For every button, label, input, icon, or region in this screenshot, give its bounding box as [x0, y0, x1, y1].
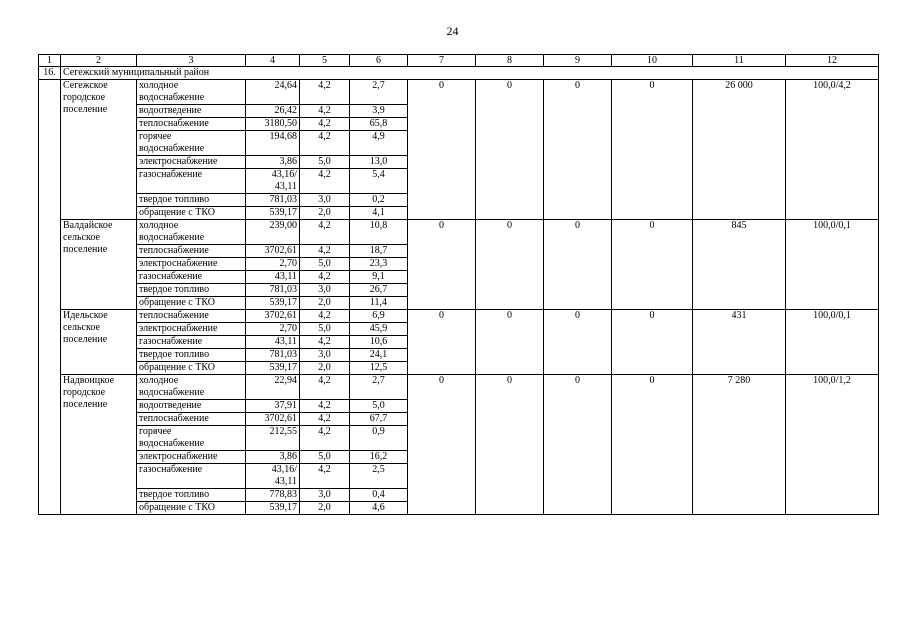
service-name: теплоснабжение: [137, 118, 246, 131]
share-value: 2,7: [350, 80, 408, 105]
growth-index: 5,0: [300, 451, 350, 464]
growth-index: 4,2: [300, 464, 350, 489]
share-value: 4,9: [350, 131, 408, 156]
settlement-name: Надвоицкое городское поселение: [61, 375, 137, 515]
table-row: [39, 375, 879, 400]
column-number-5: 5: [300, 55, 350, 67]
tariff-value: 781,03: [246, 284, 300, 297]
share-value: 10,6: [350, 336, 408, 349]
growth-index: 3,0: [300, 194, 350, 207]
service-name: холодное водоснабжение: [137, 220, 246, 245]
group-c9: 0: [544, 80, 612, 220]
growth-index: 4,2: [300, 336, 350, 349]
group-c12: 100,0/0,1: [786, 220, 879, 310]
share-value: 0,4: [350, 489, 408, 502]
share-value: 0,2: [350, 194, 408, 207]
service-name: твердое топливо: [137, 489, 246, 502]
service-name: водоотведение: [137, 105, 246, 118]
service-name: электроснабжение: [137, 323, 246, 336]
growth-index: 4,2: [300, 169, 350, 194]
settlement-name: Валдайское сельское поселение: [61, 220, 137, 310]
tariff-value: 43,16/ 43,11: [246, 464, 300, 489]
group-c9: 0: [544, 220, 612, 310]
growth-index: 4,2: [300, 131, 350, 156]
share-value: 45,9: [350, 323, 408, 336]
growth-index: 5,0: [300, 156, 350, 169]
service-name: холодное водоснабжение: [137, 80, 246, 105]
growth-index: 4,2: [300, 220, 350, 245]
growth-index: 3,0: [300, 284, 350, 297]
group-c11: 845: [693, 220, 786, 310]
share-value: 67,7: [350, 413, 408, 426]
share-value: 2,5: [350, 464, 408, 489]
growth-index: 4,2: [300, 375, 350, 400]
region-number: 16.: [39, 67, 61, 80]
service-name: обращение с ТКО: [137, 297, 246, 310]
growth-index: 4,2: [300, 105, 350, 118]
growth-index: 5,0: [300, 258, 350, 271]
share-value: 4,1: [350, 207, 408, 220]
column-number-2: 2: [61, 55, 137, 67]
tariff-value: 781,03: [246, 349, 300, 362]
growth-index: 3,0: [300, 349, 350, 362]
growth-index: 4,2: [300, 310, 350, 323]
share-value: 9,1: [350, 271, 408, 284]
service-name: холодное водоснабжение: [137, 375, 246, 400]
service-name: обращение с ТКО: [137, 362, 246, 375]
tariff-value: 778,83: [246, 489, 300, 502]
group-c10: 0: [612, 375, 693, 515]
tariff-value: 3,86: [246, 156, 300, 169]
share-value: 5,4: [350, 169, 408, 194]
group-c10: 0: [612, 310, 693, 375]
tariff-value: 43,11: [246, 271, 300, 284]
group-c7: 0: [408, 310, 476, 375]
service-name: электроснабжение: [137, 156, 246, 169]
service-name: горячее водоснабжение: [137, 131, 246, 156]
share-value: 5,0: [350, 400, 408, 413]
service-name: электроснабжение: [137, 451, 246, 464]
group-c9: 0: [544, 375, 612, 515]
tariff-value: 212,55: [246, 426, 300, 451]
share-value: 2,7: [350, 375, 408, 400]
growth-index: 4,2: [300, 426, 350, 451]
group-c7: 0: [408, 80, 476, 220]
growth-index: 2,0: [300, 502, 350, 515]
group-c8: 0: [476, 80, 544, 220]
tariff-value: 3702,61: [246, 310, 300, 323]
tariff-value: 3,86: [246, 451, 300, 464]
share-value: 24,1: [350, 349, 408, 362]
group-c12: 100,0/4,2: [786, 80, 879, 220]
tariff-value: 539,17: [246, 362, 300, 375]
growth-index: 4,2: [300, 400, 350, 413]
tariff-value: 43,16/ 43,11: [246, 169, 300, 194]
service-name: теплоснабжение: [137, 310, 246, 323]
service-name: водоотведение: [137, 400, 246, 413]
tariff-value: 2,70: [246, 258, 300, 271]
service-name: обращение с ТКО: [137, 207, 246, 220]
group-c12: 100,0/0,1: [786, 310, 879, 375]
table-row: [39, 310, 879, 323]
region-number-spacer: [39, 80, 61, 515]
tariff-value: 24,64: [246, 80, 300, 105]
growth-index: 3,0: [300, 489, 350, 502]
group-c11: 431: [693, 310, 786, 375]
service-name: газоснабжение: [137, 464, 246, 489]
tariff-value: 3702,61: [246, 413, 300, 426]
share-value: 26,7: [350, 284, 408, 297]
growth-index: 2,0: [300, 362, 350, 375]
service-name: теплоснабжение: [137, 413, 246, 426]
share-value: 0,9: [350, 426, 408, 451]
region-name: Сегежский муниципальный район: [61, 67, 879, 80]
group-c10: 0: [612, 80, 693, 220]
share-value: 16,2: [350, 451, 408, 464]
settlement-name: Сегежское городское поселение: [61, 80, 137, 220]
settlement-name: Идельское сельское поселение: [61, 310, 137, 375]
column-number-row: [39, 55, 879, 67]
service-name: обращение с ТКО: [137, 502, 246, 515]
growth-index: 2,0: [300, 207, 350, 220]
growth-index: 4,2: [300, 245, 350, 258]
group-c10: 0: [612, 220, 693, 310]
growth-index: 4,2: [300, 271, 350, 284]
share-value: 65,8: [350, 118, 408, 131]
service-name: теплоснабжение: [137, 245, 246, 258]
service-name: горячее водоснабжение: [137, 426, 246, 451]
growth-index: 4,2: [300, 413, 350, 426]
service-name: твердое топливо: [137, 349, 246, 362]
share-value: 23,3: [350, 258, 408, 271]
share-value: 6,9: [350, 310, 408, 323]
column-number-12: 12: [786, 55, 879, 67]
service-name: газоснабжение: [137, 271, 246, 284]
growth-index: 4,2: [300, 118, 350, 131]
group-c8: 0: [476, 220, 544, 310]
tariff-value: 539,17: [246, 502, 300, 515]
column-number-8: 8: [476, 55, 544, 67]
tariff-value: 781,03: [246, 194, 300, 207]
table-row: [39, 220, 879, 245]
growth-index: 4,2: [300, 80, 350, 105]
group-c12: 100,0/1,2: [786, 375, 879, 515]
tariff-table: [38, 54, 879, 515]
tariff-value: 26,42: [246, 105, 300, 118]
tariff-value: 539,17: [246, 207, 300, 220]
service-name: газоснабжение: [137, 336, 246, 349]
region-row: [39, 67, 879, 80]
column-number-10: 10: [612, 55, 693, 67]
group-c11: 26 000: [693, 80, 786, 220]
table-row: [39, 80, 879, 105]
tariff-value: 3180,50: [246, 118, 300, 131]
share-value: 13,0: [350, 156, 408, 169]
share-value: 11,4: [350, 297, 408, 310]
column-number-3: 3: [137, 55, 246, 67]
tariff-value: 43,11: [246, 336, 300, 349]
column-number-9: 9: [544, 55, 612, 67]
service-name: твердое топливо: [137, 284, 246, 297]
group-c8: 0: [476, 310, 544, 375]
share-value: 12,5: [350, 362, 408, 375]
share-value: 4,6: [350, 502, 408, 515]
column-number-4: 4: [246, 55, 300, 67]
service-name: твердое топливо: [137, 194, 246, 207]
group-c7: 0: [408, 220, 476, 310]
growth-index: 2,0: [300, 297, 350, 310]
group-c9: 0: [544, 310, 612, 375]
group-c8: 0: [476, 375, 544, 515]
column-number-7: 7: [408, 55, 476, 67]
share-value: 18,7: [350, 245, 408, 258]
service-name: электроснабжение: [137, 258, 246, 271]
page-number: 24: [446, 24, 459, 38]
service-name: газоснабжение: [137, 169, 246, 194]
tariff-value: 194,68: [246, 131, 300, 156]
tariff-value: 22,94: [246, 375, 300, 400]
tariff-value: 37,91: [246, 400, 300, 413]
tariff-value: 3702,61: [246, 245, 300, 258]
tariff-value: 2,70: [246, 323, 300, 336]
tariff-value: 539,17: [246, 297, 300, 310]
share-value: 3,9: [350, 105, 408, 118]
column-number-1: 1: [39, 55, 61, 67]
share-value: 10,8: [350, 220, 408, 245]
group-c11: 7 280: [693, 375, 786, 515]
column-number-11: 11: [693, 55, 786, 67]
column-number-6: 6: [350, 55, 408, 67]
group-c7: 0: [408, 375, 476, 515]
tariff-value: 239,00: [246, 220, 300, 245]
growth-index: 5,0: [300, 323, 350, 336]
